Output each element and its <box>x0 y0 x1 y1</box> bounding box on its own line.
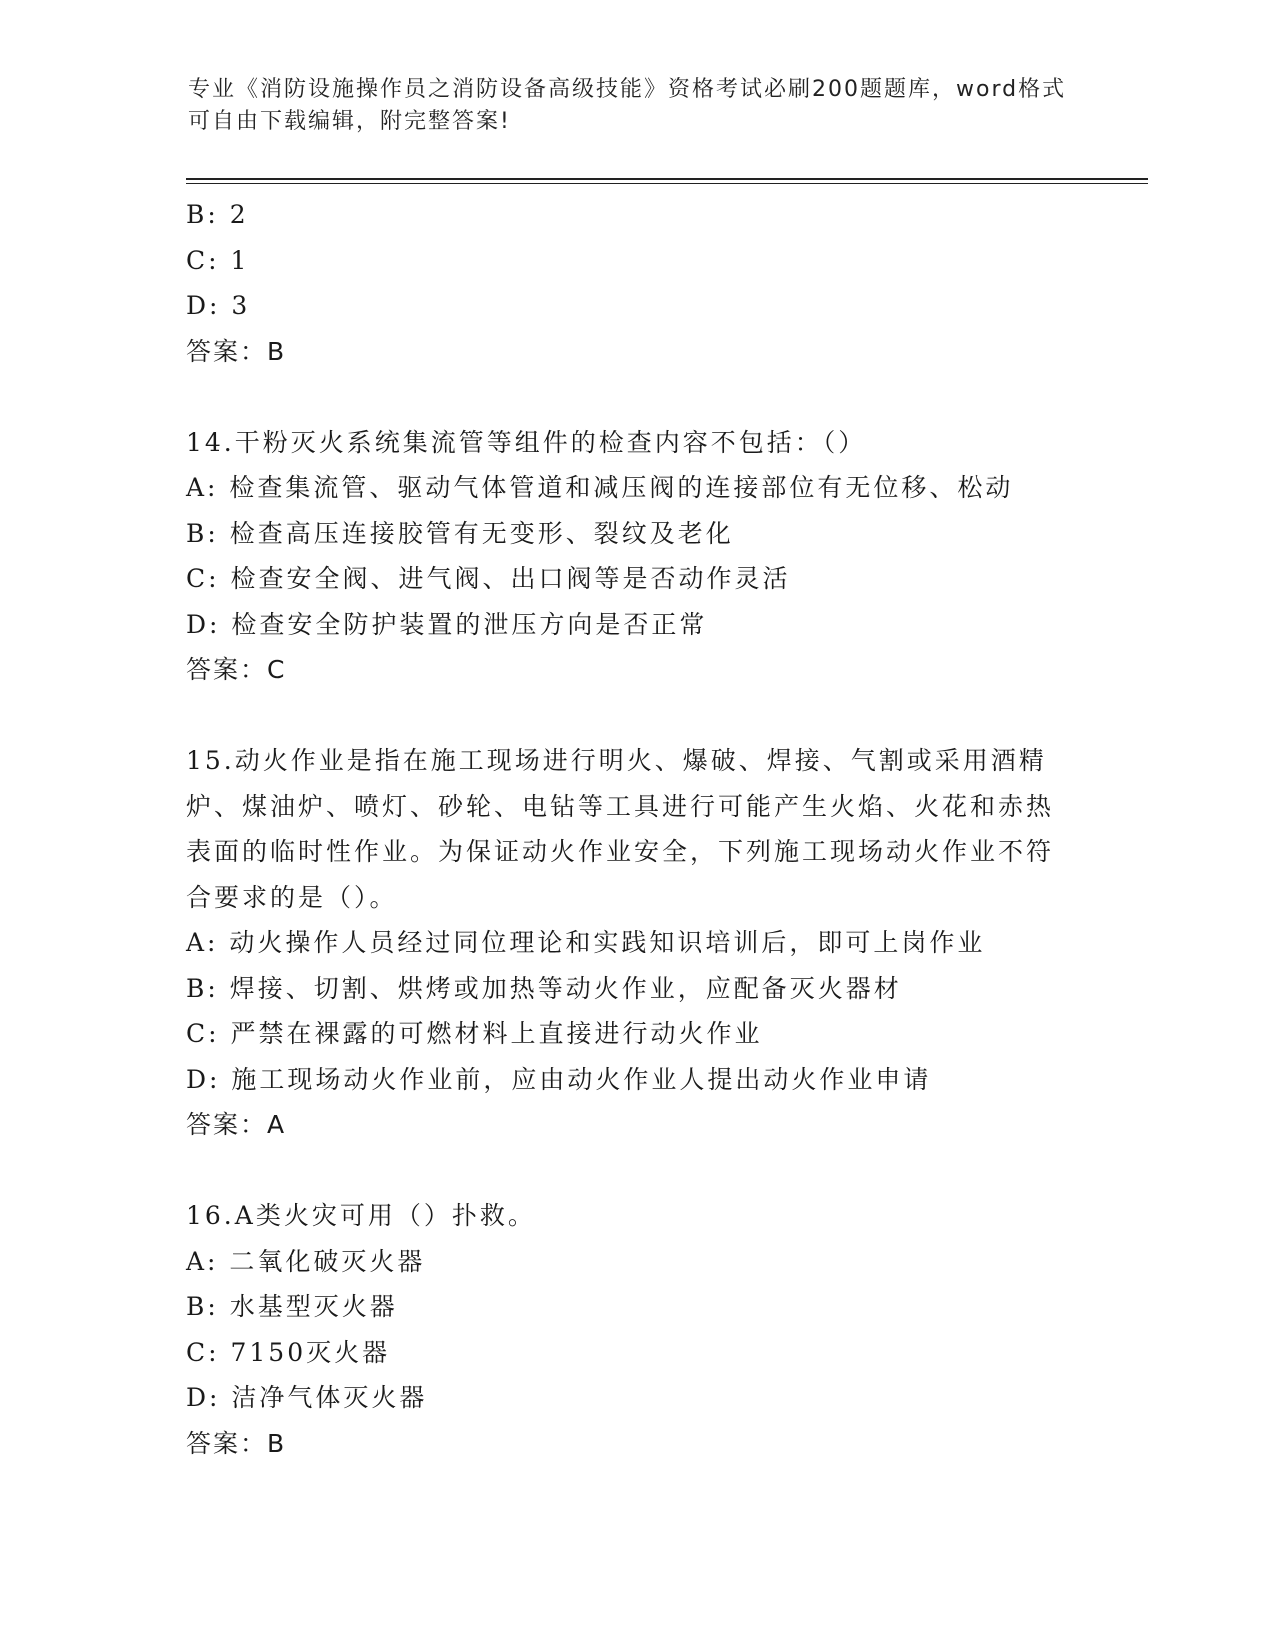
option-b: B: 水基型灭火器 <box>186 1292 398 1321</box>
option-a: A: 二氧化破灭火器 <box>186 1246 426 1276</box>
answer-line: 答案：B <box>186 336 287 366</box>
option-a: A: 检查集流管、驱动气体管道和减压阀的连接部位有无位移、松动 <box>186 473 1014 502</box>
option-b: B: 2 <box>186 200 249 229</box>
answer-line: 答案：A <box>186 1110 287 1139</box>
option-d: D: 洁净气体灭火器 <box>186 1383 428 1412</box>
option-b: B: 焊接、切割、烘烤或加热等动火作业，应配备灭火器材 <box>186 973 902 1003</box>
question-text: 16.A类火灾可用（）扑救。 <box>186 1201 536 1230</box>
option-b: B: 检查高压连接胶管有无变形、裂纹及老化 <box>186 518 734 548</box>
question-16 <box>186 1193 1086 1466</box>
option-c: C: 7150灭火器 <box>186 1337 391 1367</box>
question-14 <box>186 420 1086 693</box>
option-c: C: 严禁在裸露的可燃材料上直接进行动火作业 <box>186 1019 763 1048</box>
spacer <box>186 374 1086 420</box>
spacer <box>186 693 1086 739</box>
header-rule-thin <box>186 183 1148 184</box>
prev-question-block <box>186 192 1086 374</box>
question-text: 15.动火作业是指在施工现场进行明火、爆破、焊接、气割或采用酒精炉、煤油炉、喷灯、砂轮、电钻等工具进行可能产生火焰、火花和赤热表面的临时性作业。为保证动火作业安全，下列施工现场动火作业不符合要求的是（）。 <box>186 746 1055 912</box>
answer-line: 答案：C <box>186 655 287 684</box>
option-d: D: 3 <box>186 291 251 320</box>
option-d: D: 施工现场动火作业前，应由动火作业人提出动火作业申请 <box>186 1064 932 1094</box>
option-c: C: 1 <box>186 245 250 275</box>
header-rule-thick <box>186 178 1148 180</box>
question-15 <box>186 738 1086 1148</box>
option-a: A: 动火操作人员经过同位理论和实践知识培训后，即可上岗作业 <box>186 928 986 957</box>
answer-line: 答案：B <box>186 1428 287 1458</box>
spacer <box>186 1148 1086 1194</box>
document-body <box>186 192 1086 1466</box>
document-header: 专业《消防设施操作员之消防设备高级技能》资格考试必刷200题题库，word格式可自由下载编辑，附完整答案! <box>188 77 1067 134</box>
question-text: 14.干粉灭火系统集流管等组件的检查内容不包括：（） <box>186 427 867 457</box>
option-c: C: 检查安全阀、进气阀、出口阀等是否动作灵活 <box>186 564 791 593</box>
option-d: D: 检查安全防护装置的泄压方向是否正常 <box>186 609 708 639</box>
